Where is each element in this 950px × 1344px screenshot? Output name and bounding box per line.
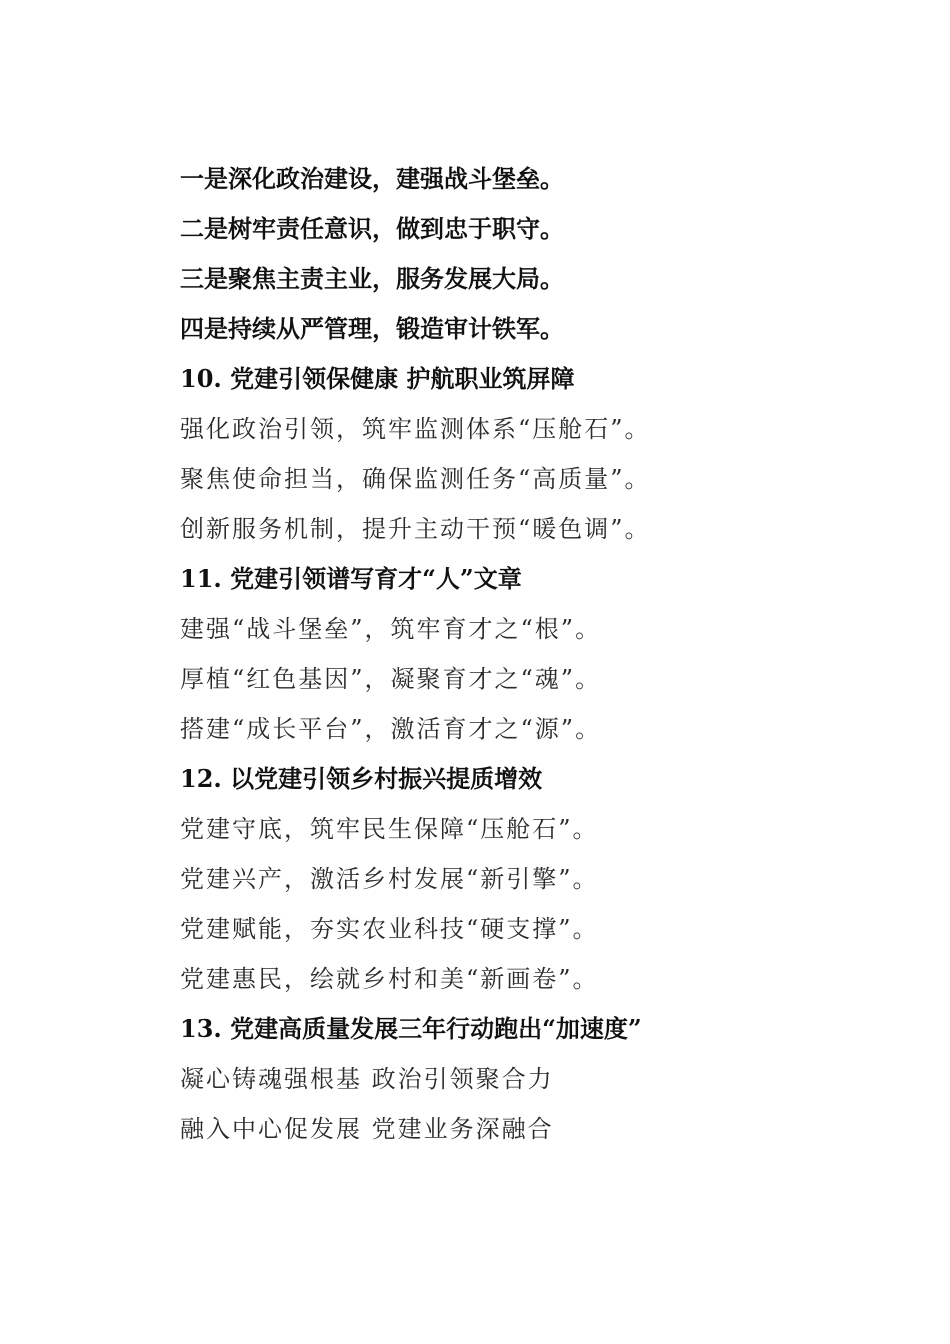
heading-line: 11. 党建引领谱写育才“人”文章 xyxy=(180,564,522,593)
heading-line: 一是深化政治建设，建强战斗堡垒。 xyxy=(180,164,564,193)
body-line: 党建守底，筑牢民生保障“压舱石”。 xyxy=(180,815,599,843)
heading-line: 12. 以党建引领乡村振兴提质增效 xyxy=(180,764,543,793)
heading-line: 10. 党建引领保健康 护航职业筑屏障 xyxy=(180,364,575,393)
body-line: 建强“战斗堡垒”，筑牢育才之“根”。 xyxy=(180,615,602,643)
document-body xyxy=(180,154,900,1154)
body-line: 搭建“成长平台”，激活育才之“源”。 xyxy=(180,715,602,743)
heading-line: 四是持续从严管理，锻造审计铁军。 xyxy=(180,314,564,343)
body-line: 融入中心促发展 党建业务深融合 xyxy=(180,1115,554,1143)
heading-line: 三是聚焦主责主业，服务发展大局。 xyxy=(180,264,564,293)
body-line: 聚焦使命担当，确保监测任务“高质量”。 xyxy=(180,465,651,493)
body-line: 党建惠民，绘就乡村和美“新画卷”。 xyxy=(180,965,599,993)
heading-line: 13. 党建高质量发展三年行动跑出“加速度” xyxy=(180,1014,642,1043)
body-line: 党建赋能，夯实农业科技“硬支撑”。 xyxy=(180,915,599,943)
body-line: 凝心铸魂强根基 政治引领聚合力 xyxy=(180,1065,554,1093)
body-line: 党建兴产，激活乡村发展“新引擎”。 xyxy=(180,865,599,893)
body-line: 强化政治引领，筑牢监测体系“压舱石”。 xyxy=(180,415,651,443)
body-line: 创新服务机制，提升主动干预“暖色调”。 xyxy=(180,515,651,543)
heading-line: 二是树牢责任意识，做到忠于职守。 xyxy=(180,214,564,243)
body-line: 厚植“红色基因”，凝聚育才之“魂”。 xyxy=(180,665,602,693)
